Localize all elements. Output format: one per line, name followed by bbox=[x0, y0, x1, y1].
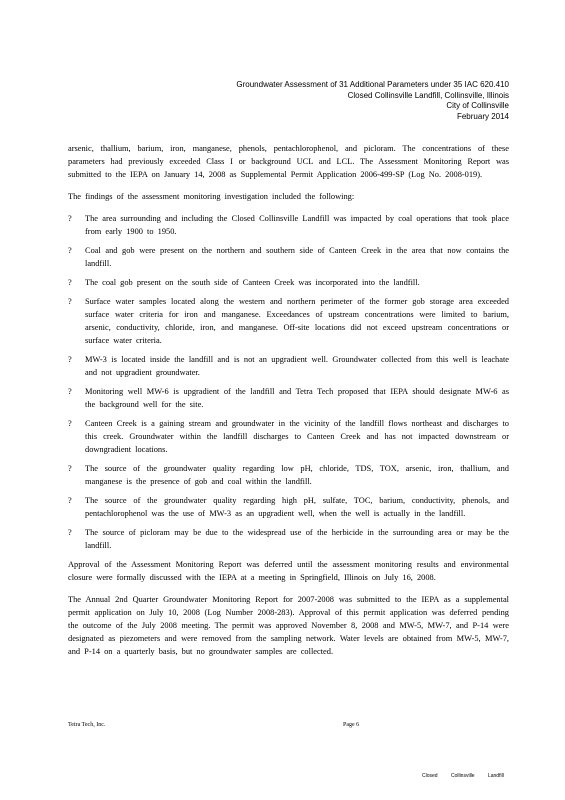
bullet-marker: ? bbox=[68, 464, 72, 473]
finding-item bbox=[68, 462, 509, 488]
bullet-marker: ? bbox=[68, 419, 72, 428]
bullet-marker: ? bbox=[68, 246, 72, 255]
finding-text: Canteen Creek is a gaining stream and groundwater in the vicinity of the landfill flows northeast and discharges to this creek. Groundwater within the landfill discharges to Canteen Creek and has not impacted downstream or downgradient locations. bbox=[85, 419, 509, 454]
footer-company: Tetra Tech, Inc. bbox=[68, 722, 106, 728]
finding-item bbox=[68, 353, 509, 379]
finding-item bbox=[68, 244, 509, 270]
finding-text: The coal gob present on the south side of Canteen Creek was incorporated into the landfill. bbox=[85, 278, 420, 287]
bullet-marker: ? bbox=[68, 355, 72, 364]
bullet-marker: ? bbox=[68, 387, 72, 396]
header-client: City of Collinsville bbox=[446, 101, 509, 110]
finding-item bbox=[68, 417, 509, 456]
bullet-marker: ? bbox=[68, 214, 72, 223]
finding-item bbox=[68, 295, 509, 347]
finding-text: Surface water samples located along the western and northern perimeter of the former gob storage area exceeded surface water criteria for iron and manganese. Exceedances of upstream concentrations were limited to barium, arsenic, conductivity, chloride, iron, and manganese. Off-site locations did not exceed upstream concentrations or surface water criteria. bbox=[85, 297, 509, 345]
finding-item bbox=[68, 494, 509, 520]
bullet-marker: ? bbox=[68, 297, 72, 306]
paragraph-annual-report: The Annual 2nd Quarter Groundwater Monitoring Report for 2007-2008 was submitted to the IEPA as a supplemental permit application on July 10, 2008 (Log Number 2008-283). Approval of this permit application was deferred pending the outcome of the July 2008 meeting. The permit was approved November 8, 2008 and MW-5, MW-7, and P-14 were designated as piezometers and were removed from the sampling network. Water levels are obtained from MW-5, MW-7, and P-14 on a quarterly basis, but no groundwater samples are collected. bbox=[68, 595, 509, 656]
paragraph-intro: arsenic, thallium, barium, iron, manganese, phenols, pentachlorophenol, and picloram. The concentrations of these parameters had previously exceeded Class I or background UCL and LCL. The Assessment Monitoring Report was submitted to the IEPA on January 14, 2008 as Supplemental Permit Application 2006-499-SP (Log No. 2008-019). bbox=[68, 144, 509, 179]
bullet-marker: ? bbox=[68, 528, 72, 537]
paragraph-approval: Approval of the Assessment Monitoring Report was deferred until the assessment monitoring results and environmental closure were formally discussed with the IEPA at a meeting in Springfield, Illinois on July 16, 2008. bbox=[68, 560, 509, 582]
finding-text: The source of the groundwater quality regarding high pH, sulfate, TOC, barium, conductivity, phenols, and pentachlorophenol was the use of MW-3 as an upgradient well, when the well is actually in the landfill. bbox=[85, 496, 509, 518]
footer-project-name: Closed Collinsville Landfill bbox=[422, 773, 504, 779]
header-site-name: Closed Collinsville Landfill, Collinsville, Illinois bbox=[347, 90, 509, 100]
document-header bbox=[236, 80, 509, 122]
finding-text: Monitoring well MW-6 is upgradient of the landfill and Tetra Tech proposed that IEPA should designate MW-6 as the background well for the site. bbox=[85, 387, 509, 409]
bullet-marker: ? bbox=[68, 278, 72, 287]
footer-page-number: Page 6 bbox=[343, 722, 360, 728]
bullet-marker: ? bbox=[68, 496, 72, 505]
finding-text: The source of the groundwater quality regarding low pH, chloride, TDS, TOX, arsenic, iron, thallium, and manganese is the presence of gob and coal within the landfill. bbox=[85, 464, 509, 486]
finding-item bbox=[68, 276, 509, 289]
finding-text: MW-3 is located inside the landfill and is not an upgradient well. Groundwater collected from this well is leachate and not upgradient groundwater. bbox=[85, 355, 509, 377]
finding-text: The area surrounding and including the Closed Collinsville Landfill was impacted by coal operations that took place from early 1900 to 1950. bbox=[85, 214, 509, 236]
finding-item bbox=[68, 212, 509, 238]
finding-text: The source of picloram may be due to the widespread use of the herbicide in the surrounding area or may be the landfill. bbox=[85, 528, 509, 550]
header-date: February 2014 bbox=[456, 111, 509, 121]
finding-text: Coal and gob were present on the northern and southern side of Canteen Creek in the area that now contains the landfill. bbox=[85, 246, 509, 268]
header-report-title: Groundwater Assessment of 31 Additional Parameters under 35 IAC 620.410 bbox=[236, 80, 509, 89]
document-body bbox=[68, 142, 509, 667]
finding-item bbox=[68, 526, 509, 552]
finding-item bbox=[68, 385, 509, 411]
findings-list bbox=[68, 212, 509, 552]
paragraph-findings-lead: The findings of the assessment monitoring investigation included the following: bbox=[68, 192, 355, 201]
